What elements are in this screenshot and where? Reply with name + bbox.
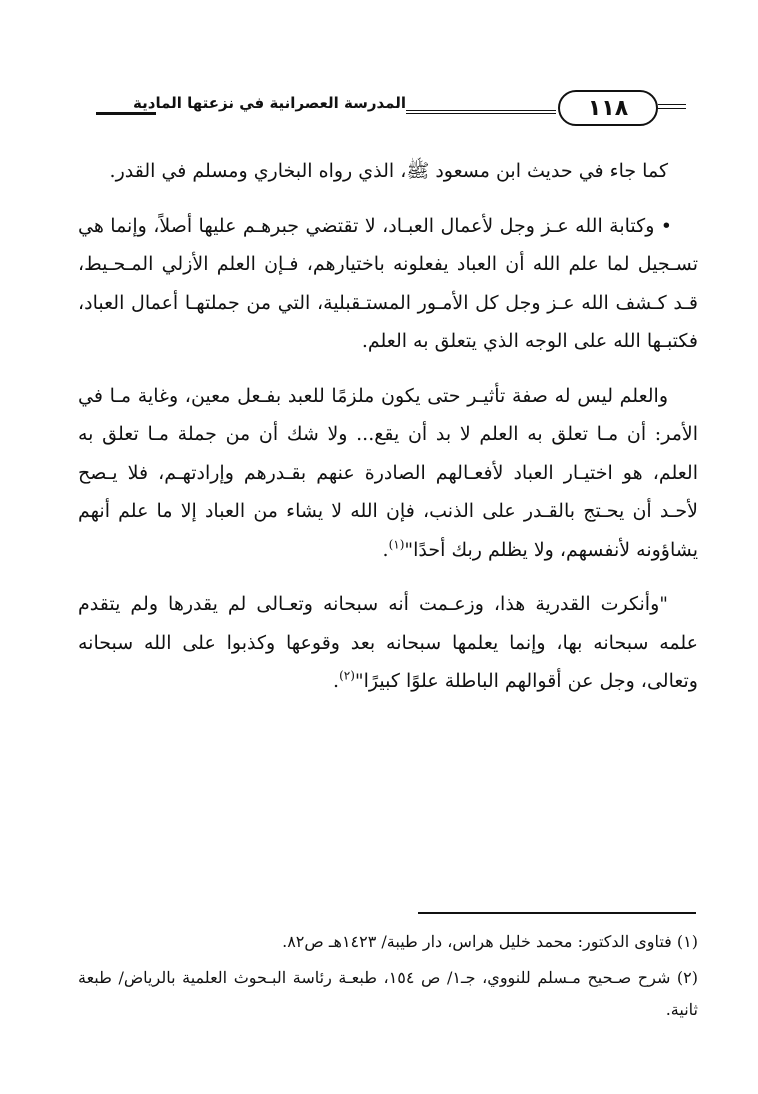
main-text: [78, 152, 698, 717]
page-number: ١١٨: [558, 90, 658, 126]
page-header: [88, 86, 688, 136]
footnote-1: (١) فتاوى الدكتور: محمد خليل هراس، دار طيبة/ ١٤٢٣هـ ص٨٢.: [282, 932, 698, 951]
paragraph-1: كما جاء في حديث ابن مسعود ﷺ، الذي رواه البخاري ومسلم في القدر.: [109, 160, 668, 182]
footnote-ref-2: (٢): [339, 668, 355, 683]
paragraph-3-text: والعلم ليس له صفة تأثيـر حتى يكون ملزمًا للعبد بفـعل معين، وغاية مـا في الأمر: أن مـا تعلق به العلم لا بد أن يقع... ولا شك أن من جملة مـا تعلق به العلم، هو اختيـار العباد لأفعـالهم الصادرة عنهم بقـدرهم وإرادتهـم، فلا يـصح لأحـد أن يحـتج بالقـدر على الذنب، فإن الله لا يشاء من العباد إلا ما علم أنهم يشاؤونه لأنفسهم، ولا يظلم ربك أحدًا": [78, 384, 698, 561]
paragraph-4-period: .: [333, 670, 340, 692]
paragraph-3-period: .: [382, 538, 389, 561]
paragraph-3: [78, 377, 698, 570]
header-rule-right: [658, 104, 686, 109]
footnote-2: (٢) شرح صـحيح مـسلم للنووي، جـ١/ ص ١٥٤، طبعـة رئاسة البـحوث العلمية بالرياض/ طبعة ثانية.: [78, 968, 699, 1019]
running-title: المدرسة العصرانية في نزعتها المادية: [133, 94, 406, 112]
header-rule-left: [96, 112, 156, 115]
paragraph-4-text: "وأنكرت القدرية هذا، وزعـمت أنه سبحانه وتعـالى لم يقدرها ولم يتقدم علمه سبحانه بها، وإنما يعلمها سبحانه بعد وقوعها وكذبوا على الله سبحانه وتعالى، وجل عن أقوالهم الباطلة علوًا كبيرًا": [78, 593, 698, 692]
footnote-ref-1: (١): [388, 537, 405, 552]
header-rule-middle: [406, 110, 556, 114]
paragraph-2: • وكتابة الله عـز وجل لأعمال العبـاد، لا تقتضي جبرهـم عليها أصلاً، وإنما هي تسـجيل لما علم الله أن العباد يفعلونه باختيارهم، فـإن العلم الأزلي المـحـيط، قـد كـشف الله عـز وجل كل الأمـور المستـقبلية، التي من جملتهـا أعمال العباد، فكتبـها الله على الوجه الذي يتعلق به العلم.: [78, 214, 698, 352]
footnotes: [78, 926, 698, 1030]
paragraph-4: [78, 585, 698, 701]
footnote-separator: [418, 912, 696, 914]
